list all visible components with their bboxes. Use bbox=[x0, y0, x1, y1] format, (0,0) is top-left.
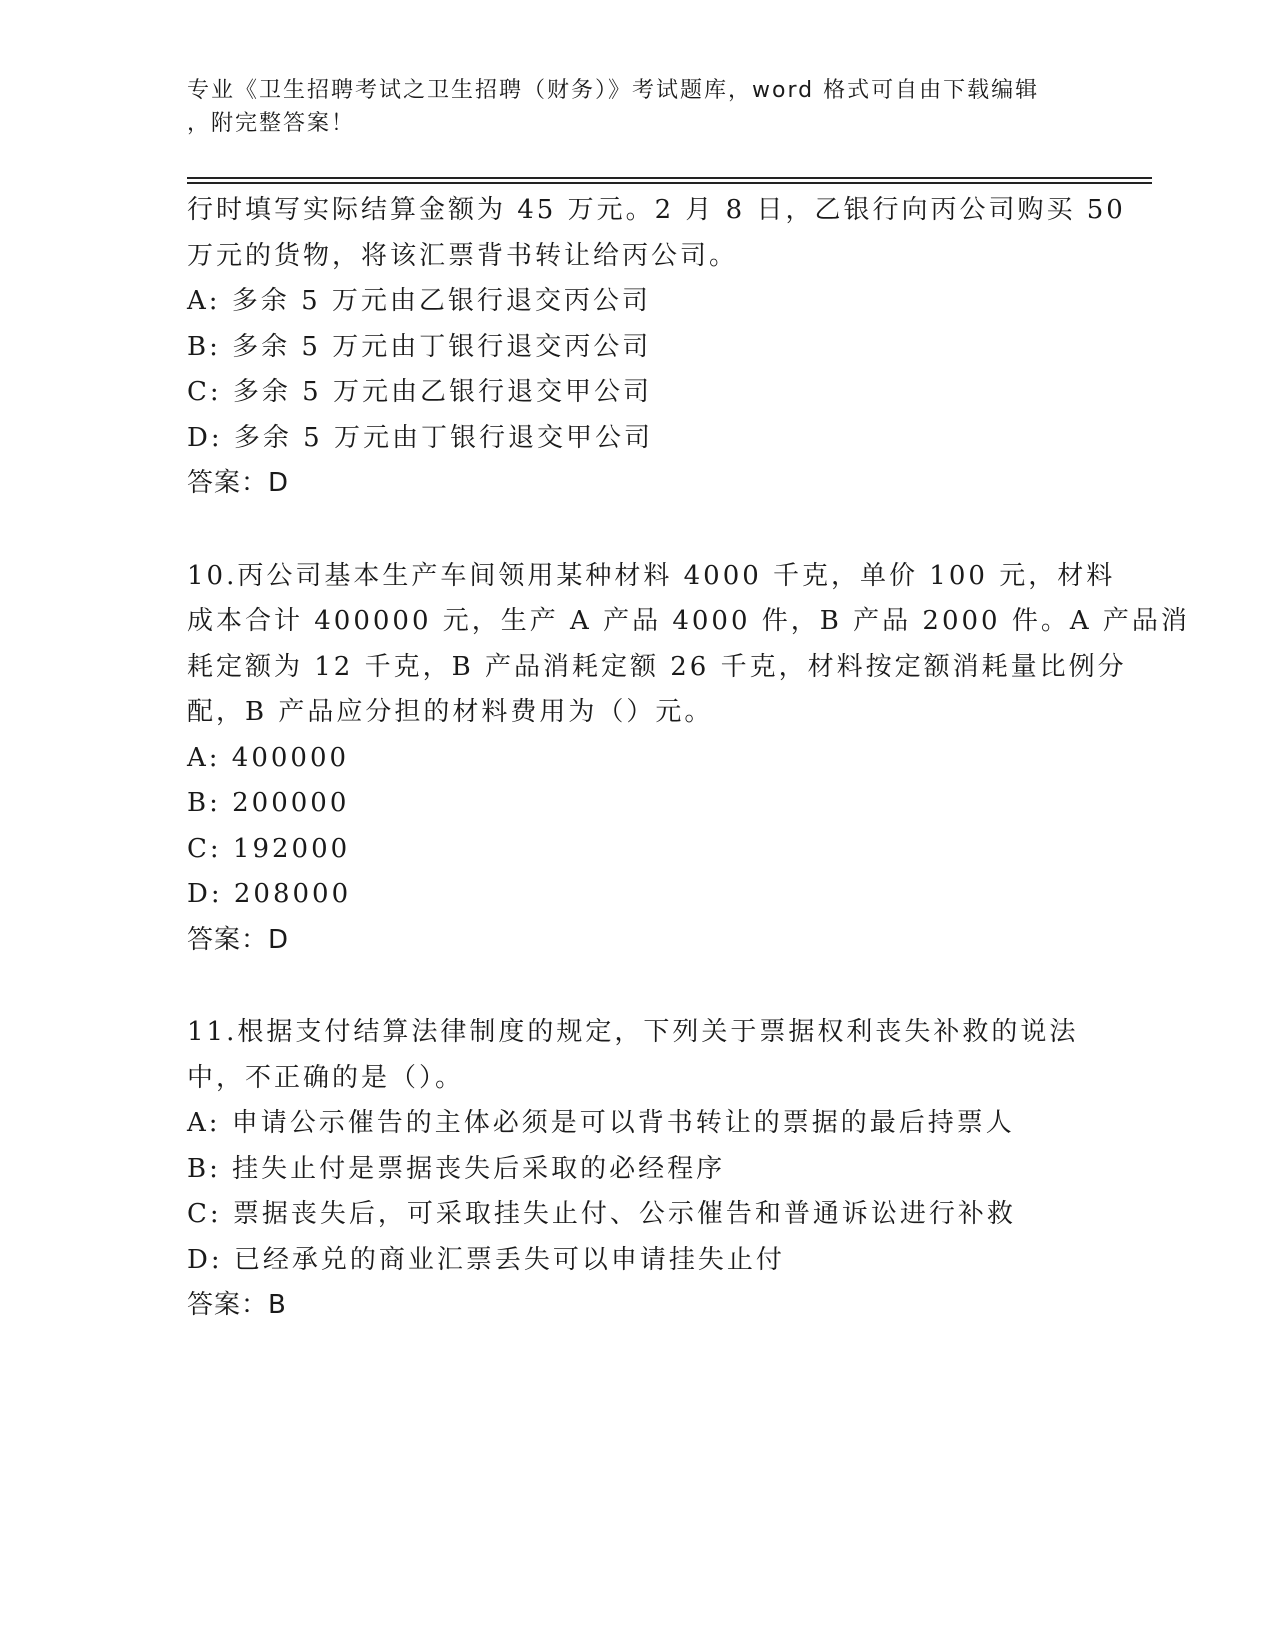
question-stem-line: 配，B 产品应分担的材料费用为（）元。 bbox=[187, 697, 714, 727]
question-stem-line: 耗定额为 12 千克，B 产品消耗定额 26 千克，材料按定额消耗量比例分 bbox=[187, 651, 1127, 682]
question-stem-line: 11.根据支付结算法律制度的规定，下列关于票据权利丧失补救的说法 bbox=[187, 1017, 1079, 1047]
option-a: A: 400000 bbox=[187, 742, 350, 773]
header-rule-top bbox=[187, 177, 1152, 179]
option-a: A: 申请公示催告的主体必须是可以背书转让的票据的最后持票人 bbox=[187, 1108, 1015, 1138]
option-b: B: 挂失止付是票据丧失后采取的必经程序 bbox=[187, 1153, 726, 1184]
option-d: D: 已经承兑的商业汇票丢失可以申请挂失止付 bbox=[187, 1244, 785, 1275]
option-c: C: 多余 5 万元由乙银行退交甲公司 bbox=[187, 377, 652, 407]
question-stem-line: 行时填写实际结算金额为 45 万元。2 月 8 日，乙银行向丙公司购买 50 bbox=[187, 195, 1126, 225]
document-body bbox=[187, 188, 1190, 1329]
answer: 答案：D bbox=[187, 924, 290, 955]
spacer bbox=[187, 963, 1087, 1010]
page-header bbox=[187, 74, 1087, 140]
question-stem-line: 中，不正确的是（）。 bbox=[187, 1062, 465, 1093]
question-stem-line: 万元的货物，将该汇票背书转让给丙公司。 bbox=[187, 240, 739, 271]
answer: 答案：B bbox=[187, 1290, 287, 1320]
option-d: D: 208000 bbox=[187, 879, 352, 909]
option-c: C: 票据丧失后，可采取挂失止付、公示催告和普通诉讼进行补救 bbox=[187, 1199, 1016, 1229]
question-stem-line: 10.丙公司基本生产车间领用某种材料 4000 千克，单价 100 元，材料 bbox=[187, 560, 1116, 591]
header-rule-bottom bbox=[187, 182, 1152, 184]
spacer bbox=[187, 507, 1087, 554]
question-11 bbox=[187, 1010, 1087, 1329]
option-b: B: 200000 bbox=[187, 788, 350, 818]
option-b: B: 多余 5 万元由丁银行退交丙公司 bbox=[187, 331, 652, 362]
question-9 bbox=[187, 188, 1126, 507]
option-d: D: 多余 5 万元由丁银行退交甲公司 bbox=[187, 422, 653, 453]
question-stem-line: 成本合计 400000 元，生产 A 产品 4000 件，B 产品 2000 件。A 产品消 bbox=[187, 606, 1190, 636]
option-a: A: 多余 5 万元由乙银行退交丙公司 bbox=[187, 286, 651, 316]
option-c: C: 192000 bbox=[187, 833, 351, 864]
header-line-2: ，附完整答案！ bbox=[187, 111, 356, 136]
answer: 答案：D bbox=[187, 468, 290, 498]
header-line-1: 专业《卫生招聘考试之卫生招聘（财务）》考试题库，word 格式可自由下载编辑 bbox=[187, 78, 1040, 103]
question-10 bbox=[187, 554, 1190, 964]
